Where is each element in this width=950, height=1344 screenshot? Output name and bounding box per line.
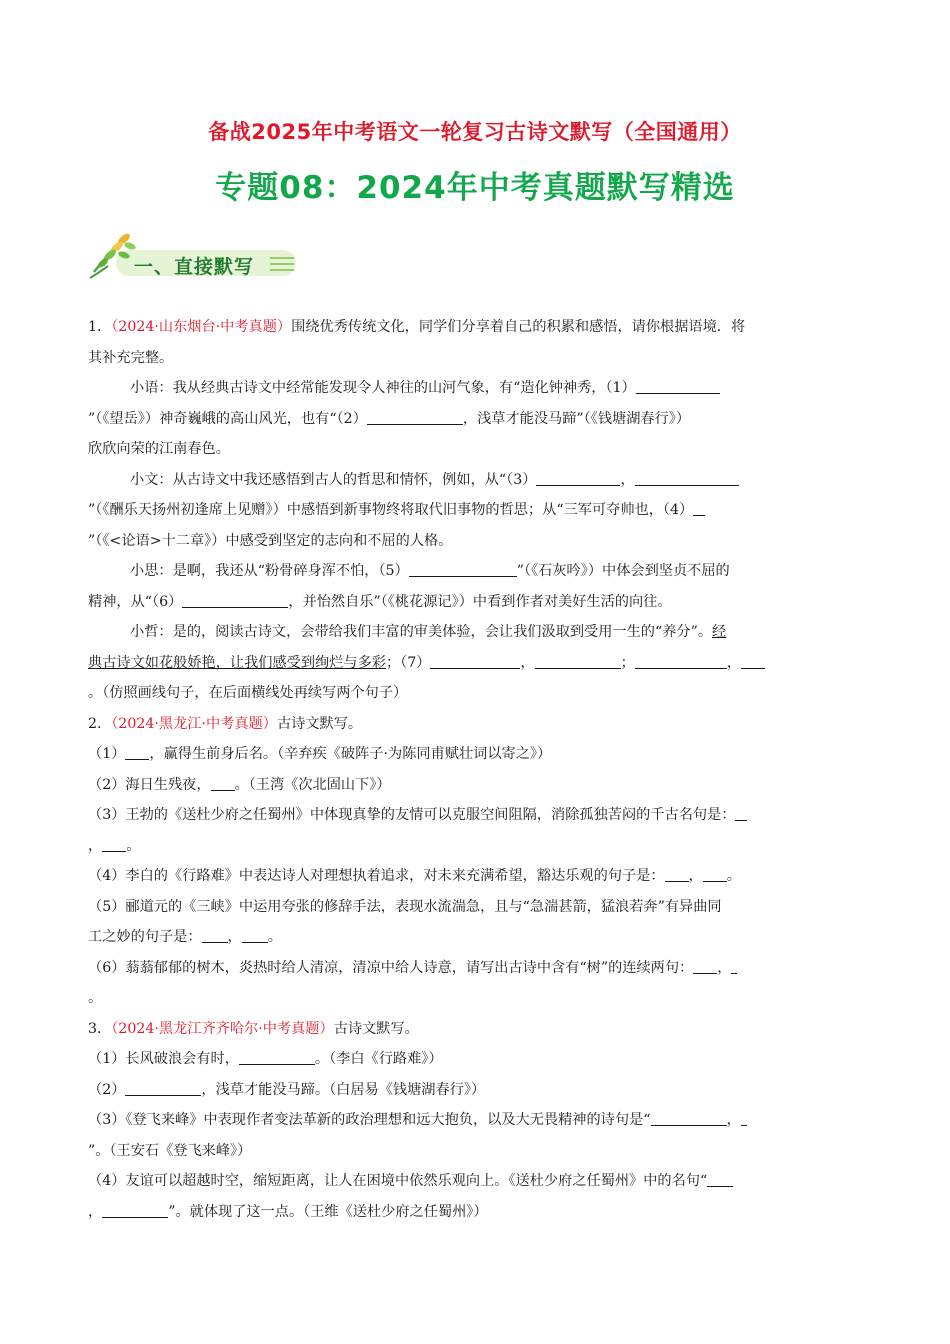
- answer-blank[interactable]: [125, 1079, 201, 1096]
- question-3-item-3-cont: ”。（王安石《登飞来峰》）: [88, 1142, 252, 1159]
- question-1-line-11: 小哲：是的，阅读古诗文，会带给我们丰富的审美体验，会让我们汲取到受用一生的“养分”。经: [130, 624, 727, 640]
- question-3-item-2: （2） ，浅草才能没马蹄。（白居易《钱塘湖春行》）: [88, 1075, 868, 1106]
- question-source: （2024·黑龙江·中考真题）: [111, 715, 277, 732]
- question-2-line-1: 2．（2024·黑龙江·中考真题）古诗文默写。: [88, 715, 363, 732]
- question-list: [88, 312, 868, 1227]
- answer-blank[interactable]: [102, 835, 126, 852]
- answer-blank[interactable]: [125, 743, 149, 760]
- question-source: （2024·山东烟台·中考真题）: [111, 319, 292, 335]
- question-3-item-1: （1）长风破浪会有时， 。（李白《行路难》）: [88, 1044, 868, 1075]
- question-2-item-1: （1） ，赢得生前身后名。（辛弃疾《破阵子·为陈同甫赋壮词以寄之》）: [88, 739, 868, 770]
- question-3-item-3: （3）《登飞来峰》中表现作者变法革新的政治理想和远大抱负，以及大无畏精神的诗句是“ ，: [88, 1105, 868, 1136]
- document-title: 备战2025年中考语文一轮复习古诗文默写（全国通用）: [208, 120, 742, 144]
- answer-blank[interactable]: [636, 377, 720, 394]
- answer-blank[interactable]: [430, 652, 520, 669]
- question-1-line-10: 精神，从“（6） ，并怡然自乐”（《桃花源记》）中看到作者对美好生活的向往。: [88, 587, 868, 618]
- question-1-line-4: ”（《望岳》）神奇巍峨的高山风光，也有“（2） ，浅草才能没马蹄”（《钱塘湖春行》）: [88, 404, 868, 435]
- question-2-item-3: （3）王勃的《送杜少府之任蜀州》中体现真挚的友情可以克服空间阻隔，消除孤独苦闷的千古名句是：: [88, 800, 868, 831]
- question-2-item-4: （4）李白的《行路难》中表达诗人对理想执着追求，对未来充满希望，豁达乐观的句子是： ， 。: [88, 861, 868, 892]
- section-header: [86, 228, 306, 284]
- question-3-item-4-cont: ， ”。就体现了这一点。（王维《送杜少府之任蜀州》）: [88, 1197, 868, 1228]
- question-2-item-2: （2）海日生残夜， 。（王湾《次北固山下》）: [88, 770, 868, 801]
- answer-blank[interactable]: [536, 469, 620, 486]
- answer-blank[interactable]: [635, 469, 739, 486]
- answer-blank[interactable]: [202, 926, 228, 943]
- question-1-line-9: 小思：是啊，我还从“粉骨碎身浑不怕，（5） ”（《石灰吟》）中体会到坚贞不屈的: [88, 556, 868, 587]
- question-2-item-5-cont: 工之妙的句子是： ， 。: [88, 922, 868, 953]
- section-label: 一、直接默写: [134, 256, 255, 278]
- answer-blank[interactable]: [211, 774, 235, 791]
- question-1-line-5: 欣欣向荣的江南春色。: [88, 441, 230, 457]
- question-1-line-13: 。（仿照画线句子，在后面横线处再续写两个句子）: [88, 685, 408, 701]
- answer-blank[interactable]: [367, 408, 463, 425]
- answer-blank[interactable]: [239, 1048, 315, 1065]
- answer-blank[interactable]: [707, 1170, 733, 1187]
- answer-blank[interactable]: [741, 652, 765, 669]
- question-1-line-7: ”（《酬乐天扬州初逢席上见赠》）中感悟到新事物终将取代旧事物的哲思；从“三军可夺帅也，（4）: [88, 495, 868, 526]
- answer-blank[interactable]: [735, 804, 747, 821]
- answer-blank[interactable]: [703, 865, 727, 882]
- answer-blank[interactable]: [651, 1109, 727, 1126]
- answer-blank[interactable]: [693, 957, 717, 974]
- question-source: （2024·黑龙江齐齐哈尔·中考真题）: [111, 1020, 334, 1037]
- question-number: 2．: [88, 715, 112, 732]
- answer-blank[interactable]: [242, 926, 268, 943]
- answer-blank[interactable]: [635, 652, 727, 669]
- question-2-item-6: （6）蓊蓊郁郁的树木，炎热时给人清凉，清凉中给人诗意，请写出古诗中含有“树”的连续两句： ，: [88, 953, 868, 984]
- question-2-item-5: （5）郦道元的《三峡》中运用夸张的修辞手法，表现水流湍急，且与“急湍甚箭，猛浪若奔”有异曲同: [88, 898, 722, 915]
- question-1-line-2: 其补充完整。: [88, 349, 174, 366]
- answer-blank[interactable]: [741, 1109, 747, 1126]
- question-3-item-4: （4）友谊可以超越时空，缩短距离，让人在困境中依然乐观向上。《送杜少府之任蜀州》中的名句“: [88, 1166, 868, 1197]
- question-number: 3．: [88, 1020, 112, 1037]
- question-1-line-6: 小文：从古诗文中我还感悟到古人的哲思和情怀，例如，从“（3） ，: [88, 465, 868, 496]
- question-3-line-1: 3．（2024·黑龙江齐齐哈尔·中考真题）古诗文默写。: [88, 1020, 419, 1037]
- topic-title: 专题08：2024年中考真题默写精选: [215, 170, 735, 206]
- question-1-line-8: ”（《<论语>十二章》）中感受到坚定的志向和不屈的人格。: [88, 532, 453, 549]
- answer-blank[interactable]: [409, 560, 517, 577]
- answer-blank[interactable]: [693, 499, 705, 516]
- answer-blank[interactable]: [102, 1201, 168, 1218]
- answer-blank[interactable]: [535, 652, 621, 669]
- question-1-line-1: 1．（2024·山东烟台·中考真题）围绕优秀传统文化，同学们分享着自己的积累和感悟，请你根据语境．将: [88, 319, 746, 335]
- question-1-line-3: 小语：我从经典古诗文中经常能发现令人神往的山河气象，有“造化钟神秀，（1）: [88, 373, 868, 404]
- answer-blank[interactable]: [182, 591, 288, 608]
- question-2-item-6-cont: 。: [88, 990, 103, 1006]
- answer-blank[interactable]: [731, 957, 737, 974]
- question-1-line-12: 典古诗文如花般娇艳，让我们感受到绚烂与多彩；（7） ， ； ，: [88, 648, 868, 679]
- question-number: 1．: [88, 319, 112, 335]
- answer-blank[interactable]: [665, 865, 689, 882]
- question-2-item-3-cont: ， 。: [88, 831, 868, 862]
